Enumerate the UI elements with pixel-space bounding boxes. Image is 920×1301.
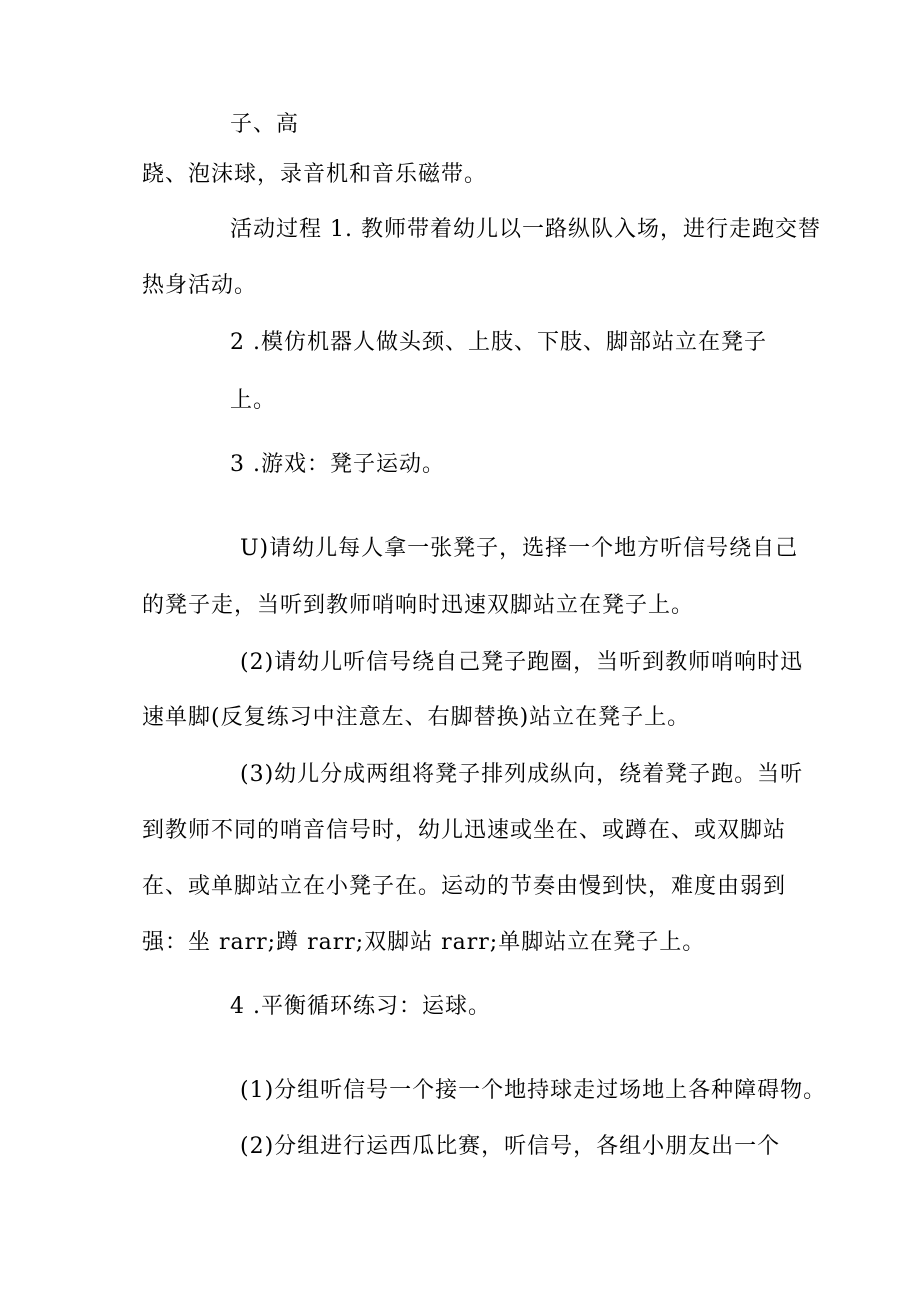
text-line: 子、高 <box>230 112 300 137</box>
text-line: 2 .模仿机器人做头颈、上肢、下肢、脚部站立在凳子 <box>230 330 767 355</box>
text-line: 活动过程 1. 教师带着幼儿以一路纵队入场，进行走跑交替 <box>230 217 821 242</box>
text-line: (3)幼儿分成两组将凳子排列成纵向，绕着凳子跑。当听 <box>240 762 804 787</box>
text-line: 4 .平衡循环练习：运球。 <box>230 994 491 1019</box>
text-line: 的凳子走，当听到教师哨响时迅速双脚站立在凳子上。 <box>142 593 695 618</box>
text-line: (1)分组听信号一个接一个地持球走过场地上各种障碍物。 <box>240 1078 827 1103</box>
text-line: 3 .游戏：凳子运动。 <box>230 452 445 477</box>
text-line: (2)分组进行运西瓜比赛，听信号，各组小朋友出一个 <box>240 1134 781 1159</box>
text-line: 热身活动。 <box>142 273 258 298</box>
text-line: 上。 <box>230 388 277 413</box>
text-line: (2)请幼儿听信号绕自己凳子跑圈，当听到教师哨响时迅 <box>240 650 804 675</box>
text-line: 在、或单脚站立在小凳子在。运动的节奏由慢到快，难度由弱到 <box>142 874 787 899</box>
text-line: 跷、泡沫球，录音机和音乐磁带。 <box>142 162 488 187</box>
text-line: 强：坐 rarr;蹲 rarr;双脚站 rarr;单脚站立在凳子上。 <box>142 930 706 955</box>
text-line: 速单脚(反复练习中注意左、右脚替换)站立在凳子上。 <box>142 705 691 730</box>
text-line: 到教师不同的哨音信号时，幼儿迅速或坐在、或蹲在、或双脚站 <box>142 818 787 843</box>
text-line: U)请幼儿每人拿一张凳子，选择一个地方听信号绕自己 <box>240 536 799 561</box>
